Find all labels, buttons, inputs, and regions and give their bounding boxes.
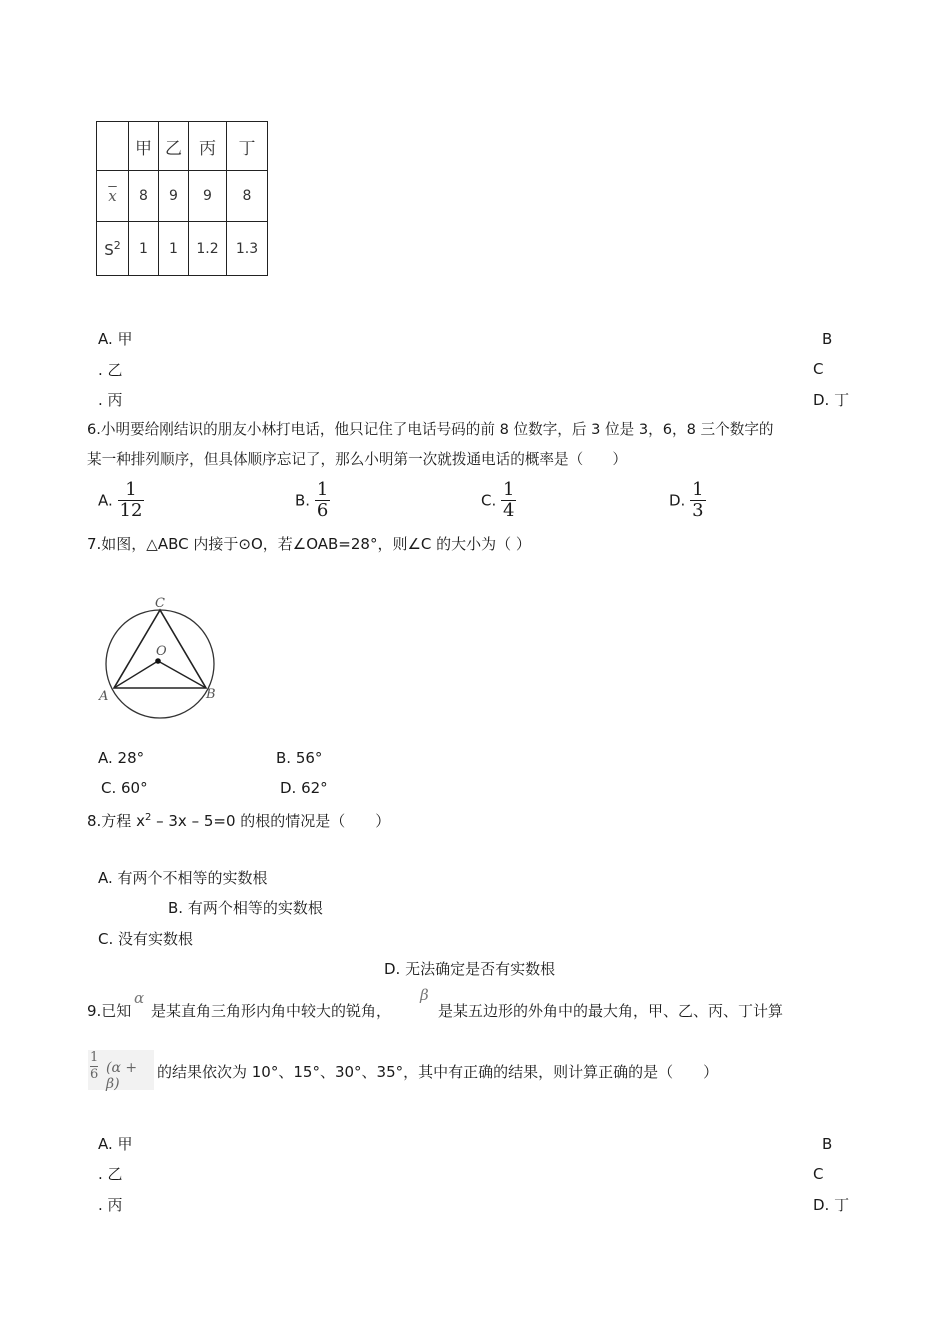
q5-option-b-label[interactable]: B	[822, 330, 833, 348]
q6-option-a-label: A.	[98, 491, 113, 510]
q7-option-a[interactable]: A. 28°	[98, 749, 145, 767]
q9-option-b-label[interactable]: B	[822, 1135, 833, 1153]
q8-option-d[interactable]: D. 无法确定是否有实数根	[384, 960, 556, 978]
q6-option-a[interactable]	[98, 480, 144, 521]
table-header-ding: 丁	[227, 122, 268, 171]
label-o: O	[156, 644, 167, 659]
q9-option-a[interactable]: A. 甲	[98, 1135, 133, 1153]
q6-option-b[interactable]	[295, 480, 330, 521]
q9-stem-line2: 的结果依次为 10°、15°、30°、35°，其中有正确的结果，则计算正确的是（ ）	[157, 1063, 719, 1081]
variance-symbol: S	[104, 240, 114, 259]
fraction: $\frac{1}{6}$	[316, 479, 329, 521]
q5-option-a[interactable]: A. 甲	[98, 330, 133, 348]
q9-option-c-text[interactable]: . 丙	[98, 1196, 123, 1214]
q6-stem-line2: 某一种排列顺序，但具体顺序忘记了，那么小明第一次就拨通电话的概率是（ ）	[87, 451, 627, 468]
table-cell: 1	[129, 222, 159, 276]
q6-option-b-label: B.	[295, 491, 311, 510]
expression-image: 1 6 (α + β)	[88, 1050, 154, 1090]
table-row-variance-label	[97, 222, 129, 276]
q7-stem: 7.如图，△ABC 内接于⊙O，若∠OAB=28°，则∠C 的大小为（ ）	[87, 535, 531, 553]
q9-stem-post: 是某五边形的外角中的最大角，甲、乙、丙、丁计算	[438, 1002, 784, 1020]
alpha-symbol: α	[134, 989, 145, 1007]
table-cell: 8	[227, 171, 268, 222]
table-cell: 9	[159, 171, 189, 222]
q5-option-c-text[interactable]: . 丙	[98, 391, 123, 409]
circle-triangle-figure	[96, 592, 228, 722]
table-cell: 8	[129, 171, 159, 222]
q7-option-d[interactable]: D. 62°	[280, 779, 328, 797]
stats-table	[96, 121, 268, 276]
table-cell: 1	[159, 222, 189, 276]
label-c: C	[155, 596, 165, 611]
q9-stem-mid: 是某直角三角形内角中较大的锐角，	[151, 1002, 392, 1020]
q5-option-c-label[interactable]: C	[813, 360, 824, 378]
q9-option-b-text[interactable]: . 乙	[98, 1165, 123, 1183]
table-header-yi: 乙	[159, 122, 189, 171]
table-cell: 1.3	[227, 222, 268, 276]
q9-option-d[interactable]: D. 丁	[813, 1196, 850, 1214]
variance-exponent: 2	[113, 238, 121, 252]
q6-option-d-label: D.	[669, 491, 686, 510]
beta-symbol: β	[420, 986, 429, 1004]
label-a: A	[99, 689, 109, 704]
q7-option-c[interactable]: C. 60°	[101, 779, 148, 797]
table-row-mean-label	[97, 171, 129, 222]
q8-option-c[interactable]: C. 没有实数根	[98, 930, 194, 948]
table-header-bing: 丙	[189, 122, 227, 171]
mean-symbol: $\overline{x}$	[108, 187, 117, 205]
q8-option-a[interactable]: A. 有两个不相等的实数根	[98, 869, 268, 887]
q6-option-c[interactable]	[481, 480, 516, 521]
q9-stem-prefix: 9.已知	[87, 1002, 132, 1020]
table-header-empty	[97, 122, 129, 171]
circumcircle	[106, 610, 214, 718]
q5-option-b-text[interactable]: . 乙	[98, 361, 123, 379]
q6-stem-line1: 6.小明要给刚结识的朋友小林打电话，他只记住了电话号码的前 8 位数字，后 3 位是 3，6，8 三个数字的	[87, 421, 774, 438]
segment-oa	[114, 661, 158, 688]
fraction: $\frac{1}{12}$	[119, 479, 143, 521]
q7-option-b[interactable]: B. 56°	[276, 749, 323, 767]
fraction: $\frac{1}{3}$	[692, 479, 704, 521]
table-cell: 1.2	[189, 222, 227, 276]
fraction: $\frac{1}{4}$	[503, 479, 515, 521]
center-point-o	[155, 658, 161, 664]
q8-stem: 8.方程 $x^2 - 3x - 5=0$ 的根的情况是（ ）	[87, 812, 391, 830]
q9-option-c-label[interactable]: C	[813, 1165, 824, 1183]
q5-option-d[interactable]: D. 丁	[813, 391, 850, 409]
table-cell: 9	[189, 171, 227, 222]
label-b: B	[206, 687, 216, 702]
q8-option-b[interactable]: B. 有两个相等的实数根	[168, 899, 323, 917]
q6-option-c-label: C.	[481, 491, 497, 510]
q6-option-d[interactable]	[669, 480, 706, 521]
table-header-jia: 甲	[129, 122, 159, 171]
